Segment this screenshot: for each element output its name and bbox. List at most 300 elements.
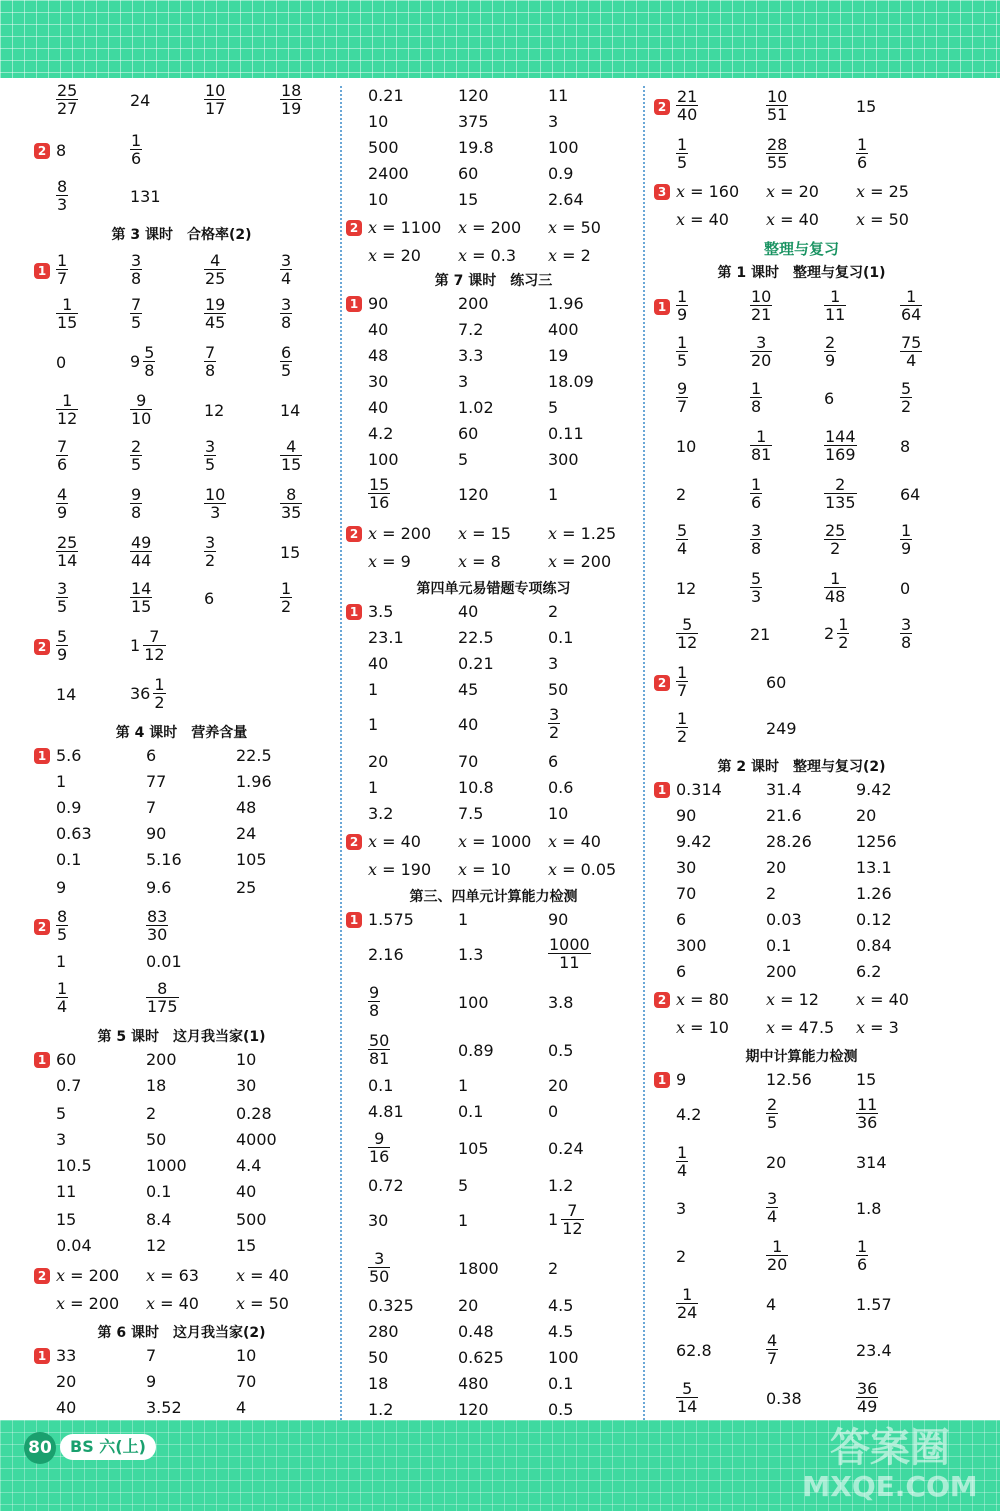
answer-cell: [856, 884, 892, 903]
fraction: [204, 82, 226, 117]
answer-value: 3.3: [458, 346, 484, 365]
answer-cell: [766, 1070, 812, 1089]
answer-cell: [856, 1295, 892, 1314]
answer-value: [548, 1201, 584, 1238]
answer-cell: [766, 1096, 778, 1131]
equation-rhs: = 63: [155, 1266, 199, 1285]
answer-value: 90: [548, 910, 569, 929]
answer-cell: [236, 746, 272, 765]
answer-cell: [130, 91, 150, 110]
numerator: 25: [57, 533, 78, 552]
answer-value: [458, 524, 511, 543]
answer-row: [346, 138, 641, 158]
answer-cell: [548, 1259, 558, 1278]
fraction: [204, 438, 216, 473]
answer-value: [676, 615, 698, 652]
answer-cell: [236, 878, 256, 897]
answer-value: 20: [548, 1076, 569, 1095]
answer-row: [654, 136, 949, 174]
whole-part: 1: [548, 1210, 559, 1229]
answer-value: 10: [368, 112, 389, 131]
answer-row: [654, 182, 949, 202]
variable-x: x: [458, 246, 468, 265]
answer-value: 20: [368, 752, 389, 771]
answer-value: 1: [458, 910, 469, 929]
watermark: [790, 1425, 990, 1505]
answer-cell: [130, 628, 166, 663]
answer-value: 50: [146, 1130, 167, 1149]
answer-cell: [56, 392, 78, 427]
answer-cell: [146, 1104, 156, 1123]
answer-value: [458, 246, 516, 265]
answer-cell: [368, 1176, 404, 1195]
numerator: 1: [677, 709, 688, 728]
answer-cell: [856, 1096, 878, 1131]
answer-row: [34, 980, 329, 1018]
answer-cell: [368, 1374, 388, 1393]
answer-value: 90: [146, 824, 167, 843]
answer-cell: [56, 178, 68, 213]
answer-value: 19.8: [458, 138, 494, 157]
answer-row: [346, 86, 641, 106]
answer-value: [368, 524, 431, 543]
answer-value: [280, 251, 292, 288]
question-number-badge: 1: [654, 782, 670, 798]
answer-value: 7: [146, 798, 157, 817]
answer-row: [346, 804, 641, 824]
denominator: 9: [901, 539, 912, 558]
answer-cell: [750, 428, 772, 463]
numerator: 1: [154, 675, 165, 694]
fraction: [676, 288, 688, 323]
answer-value: [766, 135, 788, 172]
answer-value: [676, 287, 688, 324]
denominator: 6: [57, 455, 68, 474]
answer-cell: [824, 428, 857, 463]
fraction: [280, 438, 302, 473]
answer-cell: [548, 398, 558, 417]
answer-value: 131: [130, 187, 161, 206]
denominator: 5: [281, 361, 292, 380]
numerator: 1: [751, 379, 762, 398]
answer-cell: [130, 344, 155, 379]
answer-cell: [856, 210, 909, 229]
answer-cell: [130, 486, 142, 521]
answer-cell: [280, 486, 302, 521]
answer-row: [34, 296, 329, 334]
answer-value: [368, 1031, 390, 1068]
answer-value: 1: [56, 952, 67, 971]
answer-cell: [146, 746, 156, 765]
answer-value: 10: [236, 1346, 257, 1365]
answer-value: 12.56: [766, 1070, 812, 1089]
answer-value: [130, 579, 152, 616]
question-number-badge: 2: [346, 220, 362, 236]
answer-value: 2: [548, 602, 559, 621]
answer-cell: [676, 1286, 698, 1321]
variable-x: x: [766, 990, 776, 1009]
answer-value: [856, 1095, 878, 1132]
answer-value: [750, 333, 772, 370]
denominator: 44: [131, 551, 152, 570]
numerator: 3: [751, 521, 762, 540]
answer-cell: [676, 1070, 686, 1089]
variable-x: x: [676, 210, 686, 229]
answer-value: [824, 569, 846, 606]
lesson-title: 第 6 课时 这月我当家(2): [97, 1325, 266, 1341]
variable-x: x: [548, 552, 558, 571]
answer-cell: [548, 294, 584, 313]
answer-value: [204, 343, 216, 380]
answer-cell: [56, 1104, 66, 1123]
answer-value: 0.325: [368, 1296, 414, 1315]
answer-row: [346, 1250, 641, 1288]
answer-cell: [856, 182, 909, 201]
answer-value: 90: [676, 806, 697, 825]
answer-cell: [56, 685, 76, 704]
numerator: 3: [205, 437, 216, 456]
fraction: [280, 344, 292, 379]
variable-x: x: [368, 552, 378, 571]
answer-cell: [548, 164, 573, 183]
answer-value: 9.42: [856, 780, 892, 799]
answer-value: 12: [146, 1236, 167, 1255]
answer-cell: [548, 752, 558, 771]
numerator: 4: [57, 485, 68, 504]
answer-value: 20: [766, 858, 787, 877]
answer-cell: [368, 832, 421, 851]
answer-value: 0.21: [458, 654, 494, 673]
numerator: 1: [677, 663, 688, 682]
answer-row: [346, 680, 641, 700]
answer-row: [654, 910, 949, 930]
answer-value: [146, 979, 179, 1016]
fraction: [676, 334, 688, 369]
fraction: [750, 428, 772, 463]
answer-cell: [146, 1236, 166, 1255]
answer-row: [346, 1400, 641, 1420]
variable-x: x: [856, 210, 866, 229]
answer-cell: [750, 570, 762, 605]
watermark-line2: MXQE.COM: [802, 1470, 978, 1503]
denominator: 6: [857, 153, 868, 172]
answer-value: 120: [458, 485, 489, 504]
answer-value: 3.2: [368, 804, 394, 823]
answer-value: 480: [458, 1374, 489, 1393]
denominator: 4: [281, 269, 292, 288]
answer-value: 0.1: [146, 1182, 172, 1201]
answer-cell: [676, 1199, 686, 1218]
answer-cell: [130, 252, 142, 287]
question-number-badge: 2: [654, 675, 670, 691]
answer-value: 375: [458, 112, 489, 131]
answer-value: 9: [146, 1372, 157, 1391]
answer-row: [34, 438, 329, 476]
answer-cell: [368, 1322, 399, 1341]
answer-cell: [458, 1322, 494, 1341]
answer-value: [676, 135, 688, 172]
answer-value: [676, 1285, 698, 1322]
question-number-badge: 2: [34, 143, 50, 159]
fraction: [824, 476, 857, 511]
answer-cell: [130, 132, 142, 167]
equation-rhs: = 3: [865, 1018, 899, 1037]
answer-value: [676, 521, 688, 558]
answer-cell: [548, 112, 558, 131]
numerator: 7: [57, 437, 68, 456]
fraction: [280, 296, 292, 331]
answer-value: 1.26: [856, 884, 892, 903]
answer-cell: [766, 136, 788, 171]
denominator: 17: [205, 99, 226, 118]
answer-value: 10: [236, 1050, 257, 1069]
variable-x: x: [766, 210, 776, 229]
fraction: [56, 980, 68, 1015]
denominator: 9: [57, 645, 68, 664]
answer-cell: [458, 398, 494, 417]
answer-value: 28.26: [766, 832, 812, 851]
answer-value: 100: [368, 450, 399, 469]
fraction: [824, 334, 836, 369]
answer-cell: [146, 1076, 166, 1095]
answer-cell: [548, 320, 579, 339]
variable-x: x: [368, 246, 378, 265]
variable-x: x: [676, 990, 686, 1009]
fraction: [856, 1238, 868, 1273]
answer-value: 300: [676, 936, 707, 955]
answer-row: [346, 984, 641, 1022]
answer-cell: [368, 1130, 390, 1165]
answer-value: [548, 246, 591, 265]
answer-value: 14: [280, 401, 301, 420]
denominator: 9: [677, 305, 688, 324]
numerator: 1: [751, 475, 762, 494]
answer-row: [346, 602, 641, 622]
answer-value: 64: [900, 485, 921, 504]
answer-row: [654, 1238, 949, 1276]
answer-cell: [280, 252, 292, 287]
answer-cell: [458, 1348, 504, 1367]
answer-cell: [548, 552, 611, 571]
answer-value: [56, 1266, 119, 1285]
answer-row: [654, 616, 949, 654]
answer-row: [346, 346, 641, 366]
answer-row: [346, 936, 641, 974]
fraction: [204, 296, 226, 331]
fraction: [130, 438, 142, 473]
denominator: 5: [57, 597, 68, 616]
answer-cell: [458, 485, 489, 504]
answer-value: 0.03: [766, 910, 802, 929]
numerator: 6: [281, 343, 292, 362]
numerator: 3: [205, 533, 216, 552]
answer-value: [130, 675, 166, 712]
fraction: [130, 392, 152, 427]
answer-row: [346, 190, 641, 210]
answer-value: 0.24: [548, 1139, 584, 1158]
fraction: [130, 580, 152, 615]
answer-cell: [458, 993, 489, 1012]
question-number-badge: 2: [34, 919, 50, 935]
answer-cell: [824, 334, 836, 369]
answer-row: [34, 1210, 329, 1230]
fraction: [56, 438, 68, 473]
answer-row: [654, 664, 949, 702]
answer-cell: [676, 1144, 688, 1179]
answer-cell: [56, 1372, 76, 1391]
answer-cell: [368, 164, 409, 183]
answer-cell: [130, 534, 152, 569]
answer-cell: [146, 1050, 177, 1069]
numerator: 3: [901, 615, 912, 634]
answer-value: 0.1: [548, 628, 574, 647]
answer-value: 500: [236, 1210, 267, 1229]
equation-rhs: = 40: [377, 832, 421, 851]
denominator: 2: [677, 727, 688, 746]
denominator: 11: [825, 305, 846, 324]
equation-rhs: = 20: [377, 246, 421, 265]
answer-value: 50: [548, 680, 569, 699]
fraction: [856, 1096, 878, 1131]
answer-value: 8.4: [146, 1210, 172, 1229]
answer-cell: [368, 910, 414, 929]
answer-cell: [204, 82, 226, 117]
answer-cell: [204, 344, 216, 379]
equation-rhs: = 1100: [377, 218, 442, 237]
answer-value: [204, 81, 226, 118]
answer-cell: [458, 1139, 489, 1158]
fraction: [676, 710, 688, 745]
answer-cell: [676, 88, 698, 123]
fraction: [766, 1096, 778, 1131]
answer-value: [750, 379, 762, 416]
numerator: 1: [677, 1143, 688, 1162]
denominator: 8: [144, 361, 155, 380]
fraction: [856, 1380, 878, 1415]
answer-value: 4.2: [676, 1105, 702, 1124]
denominator: 3: [210, 503, 221, 522]
equation-rhs: = 10: [467, 860, 511, 879]
numerator: 4: [204, 252, 226, 270]
fraction: [146, 908, 168, 943]
answer-cell: [766, 936, 791, 955]
answer-cell: [548, 993, 573, 1012]
answer-cell: [458, 86, 489, 105]
answer-cell: [548, 936, 591, 971]
answer-cell: [204, 589, 214, 608]
answer-row: [654, 710, 949, 748]
denominator: 27: [57, 99, 78, 118]
answer-value: [280, 295, 292, 332]
answer-value: 9.6: [146, 878, 172, 897]
answer-cell: [548, 1076, 568, 1095]
answer-row: [346, 1348, 641, 1368]
answer-cell: [548, 424, 584, 443]
answer-value: 0.1: [548, 1374, 574, 1393]
answer-value: 10.5: [56, 1156, 92, 1175]
answer-value: 7.2: [458, 320, 484, 339]
numerator: 28: [767, 135, 788, 154]
fraction: [56, 908, 68, 943]
answer-cell: [676, 616, 698, 651]
answer-cell: [146, 772, 166, 791]
answer-row: [654, 288, 949, 326]
answer-cell: [676, 1341, 712, 1360]
answer-value: 40: [368, 654, 389, 673]
variable-x: x: [548, 218, 558, 237]
fraction: [766, 1332, 778, 1367]
denominator: 7: [677, 681, 688, 700]
equation-rhs: = 200: [467, 218, 522, 237]
denominator: 81: [751, 445, 772, 464]
answer-value: [750, 521, 762, 558]
answer-row: [34, 628, 329, 666]
denominator: 3: [751, 587, 762, 606]
answer-row: [34, 486, 329, 524]
answer-cell: [368, 1032, 390, 1067]
lesson-title: 第 7 课时 练习三: [434, 273, 553, 289]
answer-value: 40: [458, 715, 479, 734]
answer-value: 0.5: [548, 1400, 574, 1419]
answer-value: [676, 663, 688, 700]
answer-cell: [458, 1102, 483, 1121]
answer-value: [548, 552, 611, 571]
answer-cell: [56, 486, 68, 521]
answer-cell: [458, 346, 483, 365]
answer-value: 12: [204, 401, 225, 420]
answer-value: 19: [548, 346, 569, 365]
answer-value: [824, 287, 846, 324]
answer-value: [130, 343, 155, 380]
answer-value: 48: [368, 346, 389, 365]
answer-cell: [368, 860, 431, 879]
answer-value: 5.16: [146, 850, 182, 869]
equation-rhs: = 40: [245, 1266, 289, 1285]
equation-rhs: = 10: [685, 1018, 729, 1037]
answer-row: [654, 936, 949, 956]
numerator: 25: [825, 521, 846, 540]
numerator: 9: [131, 485, 142, 504]
answer-value: 77: [146, 772, 167, 791]
answer-row: [346, 476, 641, 514]
equation-rhs: = 40: [775, 210, 819, 229]
fraction: [548, 706, 560, 741]
answer-row: [654, 1190, 949, 1228]
answer-value: [56, 251, 68, 288]
answer-row: [34, 1346, 329, 1366]
answer-cell: [56, 1156, 92, 1175]
numerator: 8: [146, 980, 179, 998]
denominator: 8: [369, 1001, 380, 1020]
answer-cell: [458, 778, 494, 797]
answer-row: [346, 246, 641, 266]
answer-row: [346, 164, 641, 184]
answer-row: [346, 628, 641, 648]
answer-row: [346, 552, 641, 572]
answer-cell: [766, 673, 786, 692]
answer-value: [56, 579, 68, 616]
answer-row: [346, 1374, 641, 1394]
answer-value: 23.1: [368, 628, 404, 647]
answer-value: 2: [548, 1259, 559, 1278]
equation-rhs: = 9: [377, 552, 411, 571]
answer-value: 25: [236, 878, 257, 897]
answer-cell: [236, 1294, 289, 1313]
answer-value: 0.89: [458, 1041, 494, 1060]
answer-cell: [204, 401, 224, 420]
answer-cell: [766, 1153, 786, 1172]
answer-value: 24: [236, 824, 257, 843]
